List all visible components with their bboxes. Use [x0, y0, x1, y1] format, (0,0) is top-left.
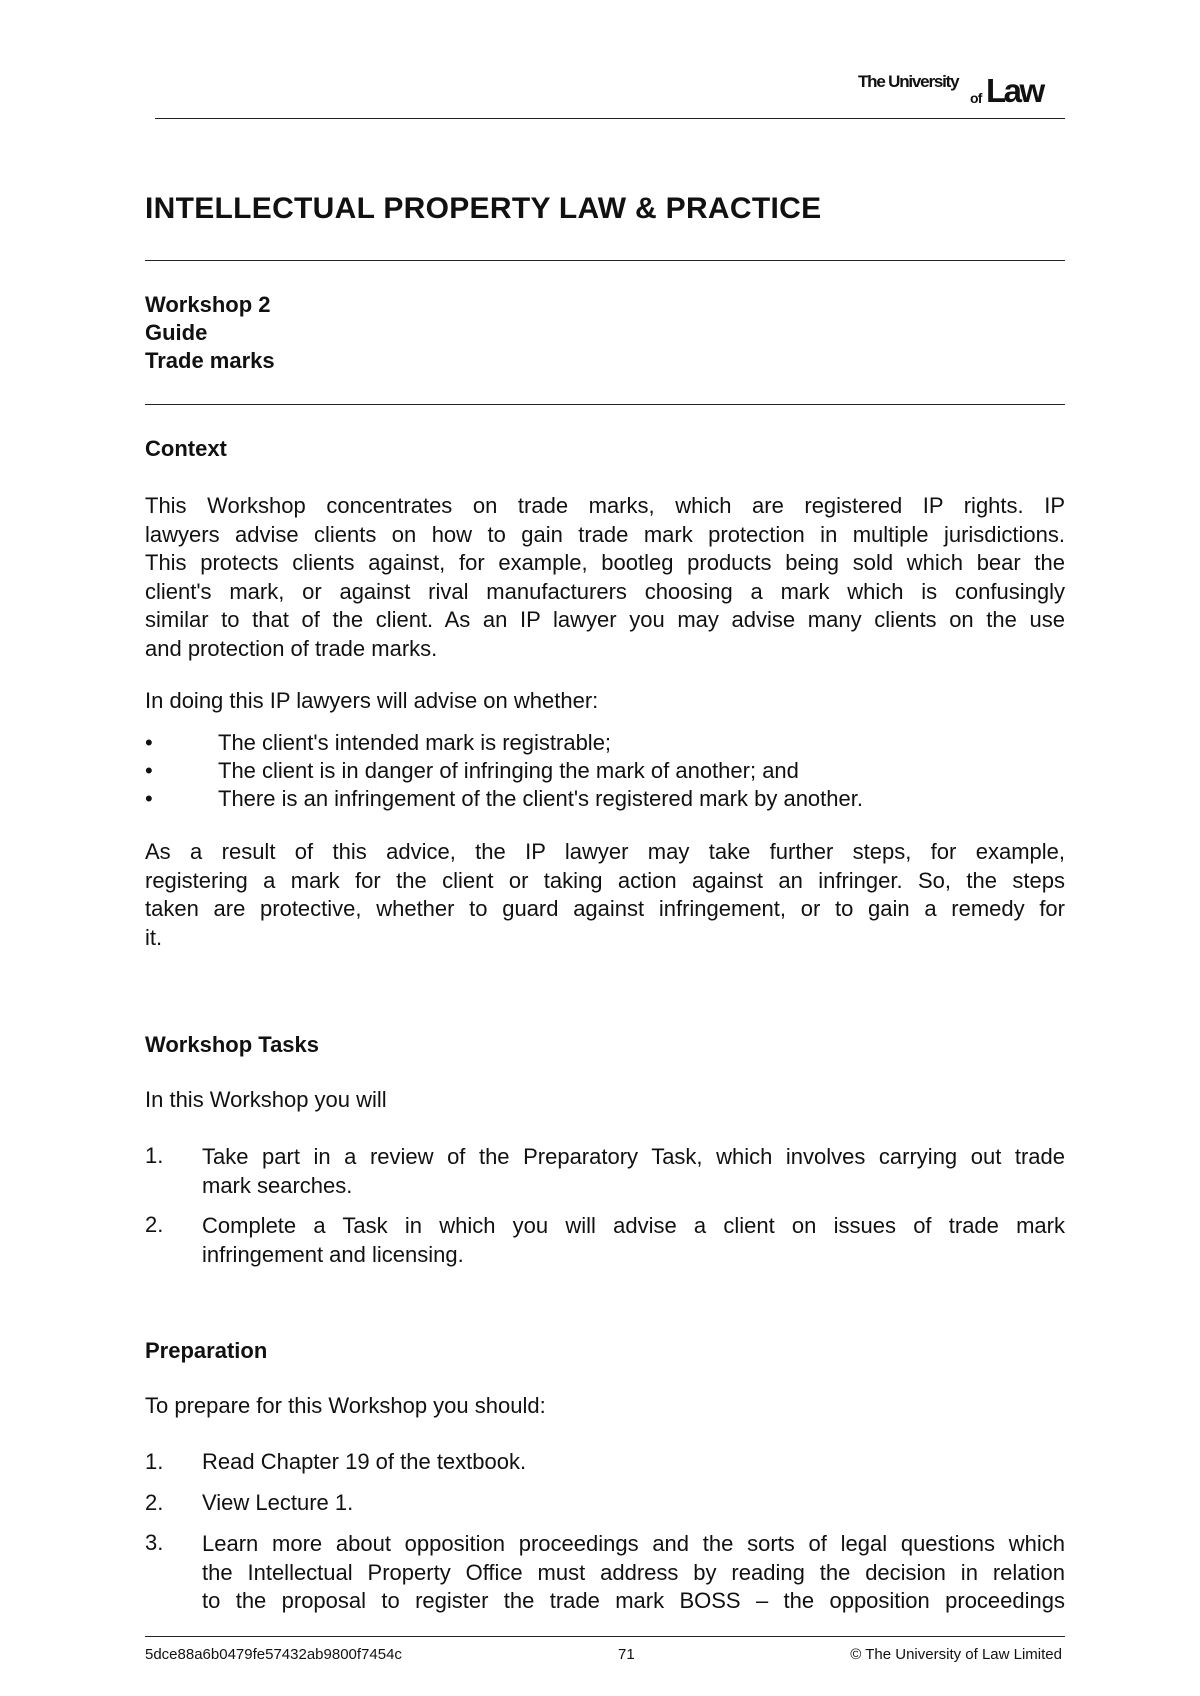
- prep-line: Learn more about opposition proceedings and the sorts of legal questions which: [202, 1531, 1065, 1556]
- logo-text-of: of: [970, 90, 982, 106]
- footer-doc-id: 5dce88a6b0479fe57432ab9800f7454c: [145, 1646, 402, 1663]
- workshop-number: Workshop 2: [145, 292, 271, 317]
- task-line: Take part in a review of the Preparatory Task, which involves carrying out trade: [202, 1144, 1065, 1169]
- tasks-intro: In this Workshop you will: [145, 1087, 387, 1112]
- prep-line: the Intellectual Property Office must address by reading the decision in relation: [202, 1559, 1065, 1585]
- context-paragraph-3: [145, 838, 1065, 952]
- bullet-item: There is an infringement of the client's registered mark by another.: [218, 786, 863, 811]
- context-p1-line: This protects clients against, for example, bootleg products being sold which bear the: [145, 550, 1065, 576]
- logo-text-top: The University: [858, 72, 959, 91]
- bullet-item: The client is in danger of infringing the mark of another; and: [218, 758, 799, 783]
- task-item: [202, 1143, 1065, 1200]
- preparation-intro: To prepare for this Workshop you should:: [145, 1393, 546, 1418]
- task-number: 2.: [145, 1212, 164, 1237]
- topic-label: Trade marks: [145, 348, 275, 373]
- footer-page-number: 71: [618, 1646, 635, 1663]
- subtitle-divider: [145, 404, 1065, 405]
- guide-label: Guide: [145, 320, 208, 345]
- header-divider: [155, 118, 1065, 119]
- bullet-item: The client's intended mark is registrable;: [218, 730, 612, 755]
- context-p3-line: taken are protective, whether to guard against infringement, or to gain a remedy for: [145, 896, 1065, 922]
- context-p1-line: lawyers advise clients on how to gain trade mark protection in multiple jurisdictions.: [145, 521, 1065, 547]
- task-number: 1.: [145, 1143, 164, 1168]
- context-paragraph-1: [145, 492, 1065, 664]
- prep-number: 1.: [145, 1449, 164, 1474]
- bullet-symbol: •: [145, 758, 153, 783]
- prep-item: [202, 1530, 1065, 1616]
- title-divider: [145, 260, 1065, 261]
- bullet-symbol: •: [145, 786, 153, 811]
- footer-copyright: © The University of Law Limited: [850, 1646, 1062, 1663]
- preparation-heading: Preparation: [145, 1338, 268, 1363]
- task-item: [202, 1212, 1065, 1269]
- university-logo: [858, 70, 1063, 112]
- context-p1-line: This Workshop concentrates on trade marks, which are registered IP rights. IP: [145, 493, 1065, 518]
- context-p3-line: registering a mark for the client or taking action against an infringer. So, the steps: [145, 867, 1065, 893]
- footer-divider: [145, 1636, 1065, 1637]
- logo-text-law: Law: [986, 72, 1043, 109]
- task-line: Complete a Task in which you will advise a client on issues of trade mark: [202, 1213, 1065, 1238]
- prep-item: Read Chapter 19 of the textbook.: [202, 1449, 527, 1474]
- bullet-symbol: •: [145, 730, 153, 755]
- context-p1-line: client's mark, or against rival manufacturers choosing a mark which is confusingly: [145, 578, 1065, 604]
- context-p3-line: As a result of this advice, the IP lawyer may take further steps, for example,: [145, 839, 1065, 864]
- tasks-heading: Workshop Tasks: [145, 1032, 320, 1057]
- prep-line: to the proposal to register the trade mark BOSS – the opposition proceedings: [202, 1588, 1065, 1614]
- task-line: mark searches.: [202, 1172, 353, 1198]
- prep-number: 3.: [145, 1530, 164, 1555]
- prep-number: 2.: [145, 1490, 164, 1515]
- context-paragraph-2: In doing this IP lawyers will advise on whether:: [145, 688, 599, 713]
- prep-item: View Lecture 1.: [202, 1490, 354, 1515]
- document-title: INTELLECTUAL PROPERTY LAW & PRACTICE: [145, 192, 822, 225]
- context-heading: Context: [145, 436, 227, 461]
- context-p1-line: similar to that of the client. As an IP lawyer you may advise many clients on the use: [145, 607, 1065, 633]
- context-p3-line: it.: [145, 924, 163, 950]
- task-line: infringement and licensing.: [202, 1241, 464, 1267]
- context-p1-line: and protection of trade marks.: [145, 635, 438, 661]
